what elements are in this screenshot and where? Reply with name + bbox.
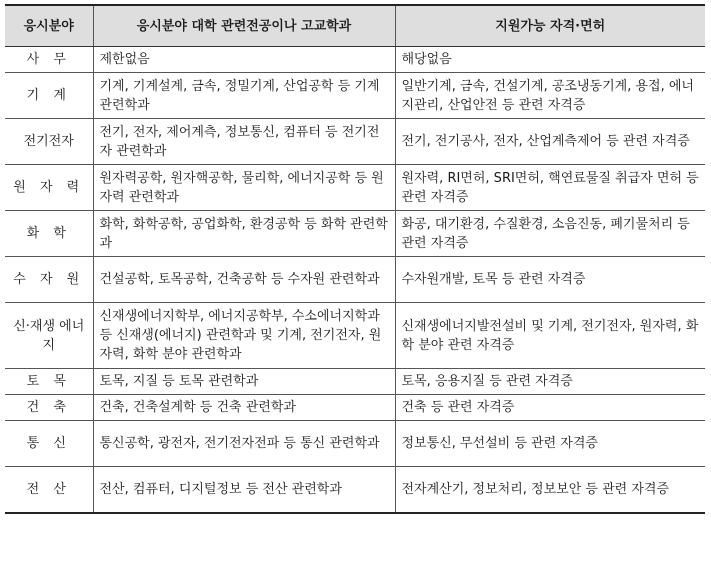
table-header-row [5, 5, 705, 47]
header-major: 응시분야 대학 관련전공이나 고교학과 [93, 5, 395, 47]
row-major: 토목, 지질 등 토목 관련학과 [93, 369, 395, 395]
table-row [5, 47, 705, 73]
row-cert: 해당없음 [395, 47, 705, 73]
header-field: 응시분야 [5, 5, 93, 47]
row-major: 제한없음 [93, 47, 395, 73]
row-cert: 원자력, RI면허, SRI면허, 핵연료물질 취급자 면허 등 관련 자격증 [395, 165, 705, 211]
row-cert: 전기, 전기공사, 전자, 산업계측제어 등 관련 자격증 [395, 119, 705, 165]
header-cert: 지원가능 자격·면허 [395, 5, 705, 47]
table-row [5, 369, 705, 395]
row-field: 수 자 원 [5, 257, 93, 303]
row-major: 원자력공학, 원자핵공학, 물리학, 에너지공학 등 원자력 관련학과 [93, 165, 395, 211]
table-row [5, 165, 705, 211]
eligibility-table [5, 4, 705, 514]
row-major: 기계, 기계설계, 금속, 정밀기계, 산업공학 등 기계 관련학과 [93, 73, 395, 119]
table-row [5, 395, 705, 421]
table-row [5, 421, 705, 467]
row-field: 전 산 [5, 467, 93, 513]
row-field: 화 학 [5, 211, 93, 257]
row-cert: 수자원개발, 토목 등 관련 자격증 [395, 257, 705, 303]
row-major: 화학, 화학공학, 공업화학, 환경공학 등 화학 관련학과 [93, 211, 395, 257]
row-cert: 전자계산기, 정보처리, 정보보안 등 관련 자격증 [395, 467, 705, 513]
table-row [5, 73, 705, 119]
row-cert: 신재생에너지발전설비 및 기계, 전기전자, 원자력, 화학 분야 관련 자격증 [395, 303, 705, 369]
row-field: 사 무 [5, 47, 93, 73]
table-row [5, 119, 705, 165]
table-row [5, 257, 705, 303]
row-field: 통 신 [5, 421, 93, 467]
row-major: 신재생에너지학부, 에너지공학부, 수소에너지학과 등 신재생(에너지) 관련학과 및 기계, 전기전자, 원자력, 화학 분야 관련학과 [93, 303, 395, 369]
row-major: 전산, 컴퓨터, 디지털정보 등 전산 관련학과 [93, 467, 395, 513]
table-container [5, 4, 705, 514]
row-major: 건축, 건축설계학 등 건축 관련학과 [93, 395, 395, 421]
row-cert: 일반기계, 금속, 건설기계, 공조냉동기계, 용접, 에너지관리, 산업안전 등 관련 자격증 [395, 73, 705, 119]
row-major: 전기, 전자, 제어계측, 정보통신, 컴퓨터 등 전기전자 관련학과 [93, 119, 395, 165]
row-field: 토 목 [5, 369, 93, 395]
table-row [5, 467, 705, 513]
row-field: 건 축 [5, 395, 93, 421]
row-cert: 토목, 응용지질 등 관련 자격증 [395, 369, 705, 395]
row-major: 통신공학, 광전자, 전기전자전파 등 통신 관련학과 [93, 421, 395, 467]
row-cert: 건축 등 관련 자격증 [395, 395, 705, 421]
row-field: 전기전자 [5, 119, 93, 165]
table-row [5, 303, 705, 369]
row-cert: 정보통신, 무선설비 등 관련 자격증 [395, 421, 705, 467]
row-field: 기 계 [5, 73, 93, 119]
row-major: 건설공학, 토목공학, 건축공학 등 수자원 관련학과 [93, 257, 395, 303]
table-row [5, 211, 705, 257]
row-cert: 화공, 대기환경, 수질환경, 소음진동, 폐기물처리 등 관련 자격증 [395, 211, 705, 257]
row-field: 신·재생 에너지 [5, 303, 93, 369]
row-field: 원 자 력 [5, 165, 93, 211]
